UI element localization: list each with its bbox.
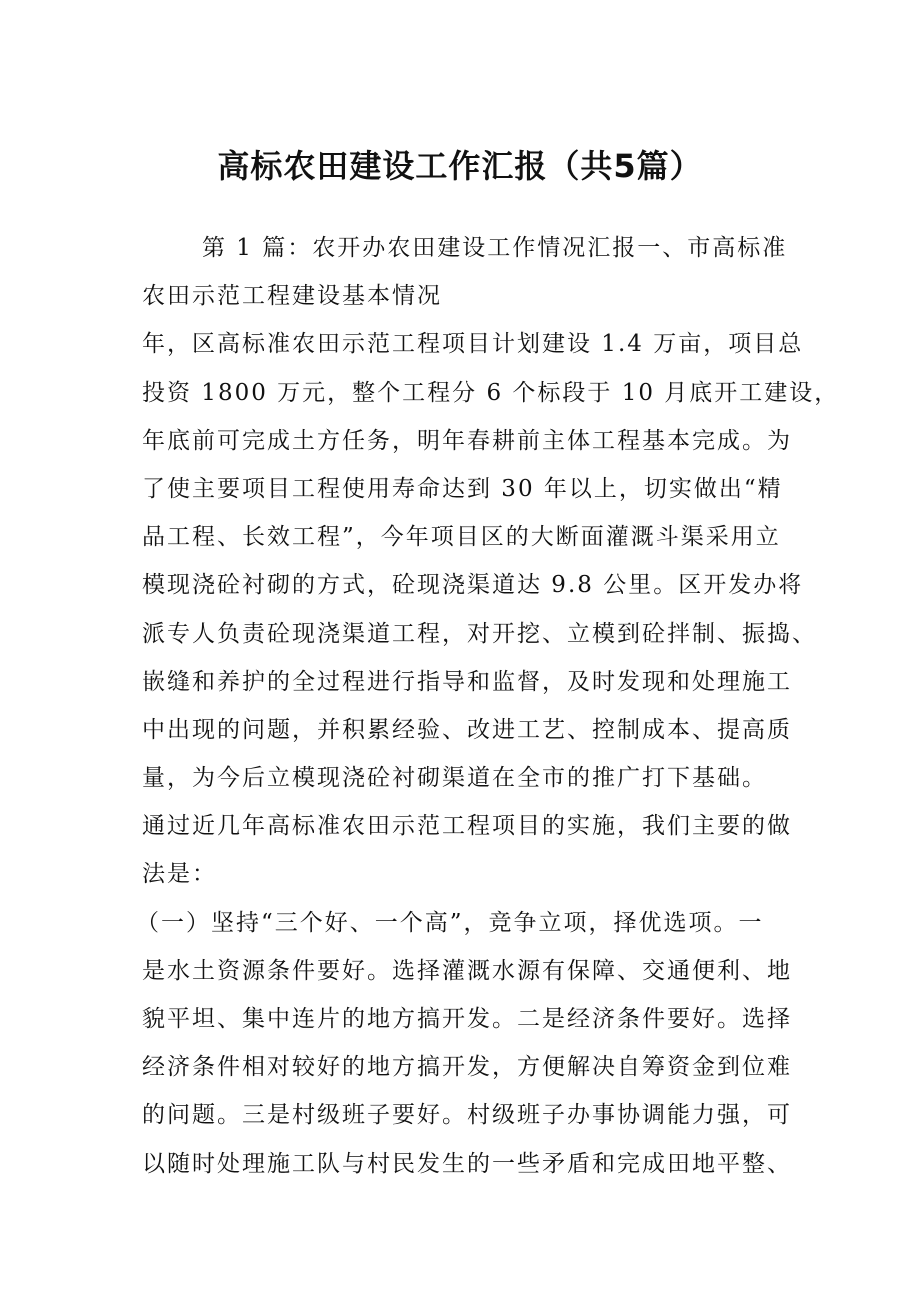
paragraph-line: 品工程、长效工程”，今年项目区的大断面灌溉斗渠采用立: [142, 524, 781, 551]
paragraph-line: 了使主要项目工程使用寿命达到 30 年以上，切实做出“精: [142, 475, 783, 502]
paragraph-line: 貌平坦、集中连片的地方搞开发。二是经济条件要好。选择: [142, 1006, 792, 1032]
paragraph-line: 模现浇砼衬砌的方式，砼现浇渠道达 9.8 公里。区开发办将: [142, 572, 804, 599]
paragraph-line: 年，区高标准农田示范工程项目计划建设 1.4 万亩，项目总: [142, 331, 804, 358]
paragraph-line: 量，为今后立模现浇砼衬砌渠道在全市的推广打下基础。: [142, 765, 767, 792]
paragraph-line: 以随时处理施工队与村民发生的一些矛盾和完成田地平整、: [142, 1150, 792, 1177]
document-body: [136, 224, 840, 1188]
paragraph-line: 中出现的问题，并积累经验、改进工艺、控制成本、提高质: [142, 716, 792, 743]
paragraph-line: 年底前可完成土方任务，明年春耕前主体工程基本完成。为: [142, 427, 792, 454]
paragraph-line: 法是：: [142, 861, 217, 888]
paragraph-line: 投资 1800 万元，整个工程分 6 个标段于 10 月底开工建设，: [142, 379, 840, 406]
paragraph-line: 派专人负责砼现浇渠道工程，对开挖、立模到砼拌制、振捣、: [142, 620, 817, 647]
paragraph-line: 农田示范工程建设基本情况: [142, 283, 442, 310]
paragraph-line: 通过近几年高标准农田示范工程项目的实施，我们主要的做: [142, 813, 792, 840]
paragraph-line: 是水土资源条件要好。选择灌溉水源有保障、交通便利、地: [142, 957, 792, 984]
paragraph-line: 嵌缝和养护的全过程进行指导和监督，及时发现和处理施工: [142, 668, 792, 695]
document-title: 高标农田建设工作汇报（共5篇）: [217, 147, 703, 185]
paragraph-line: 经济条件相对较好的地方搞开发，方便解决自筹资金到位难: [142, 1054, 792, 1081]
section-heading-line: （一）坚持“三个好、一个高”，竞争立项，择优选项。一: [136, 909, 764, 936]
paragraph-line: 的问题。三是村级班子要好。村级班子办事协调能力强，可: [142, 1102, 792, 1129]
paragraph-line: 第 1 篇：农开办农田建设工作情况汇报一、市高标准: [202, 235, 788, 261]
